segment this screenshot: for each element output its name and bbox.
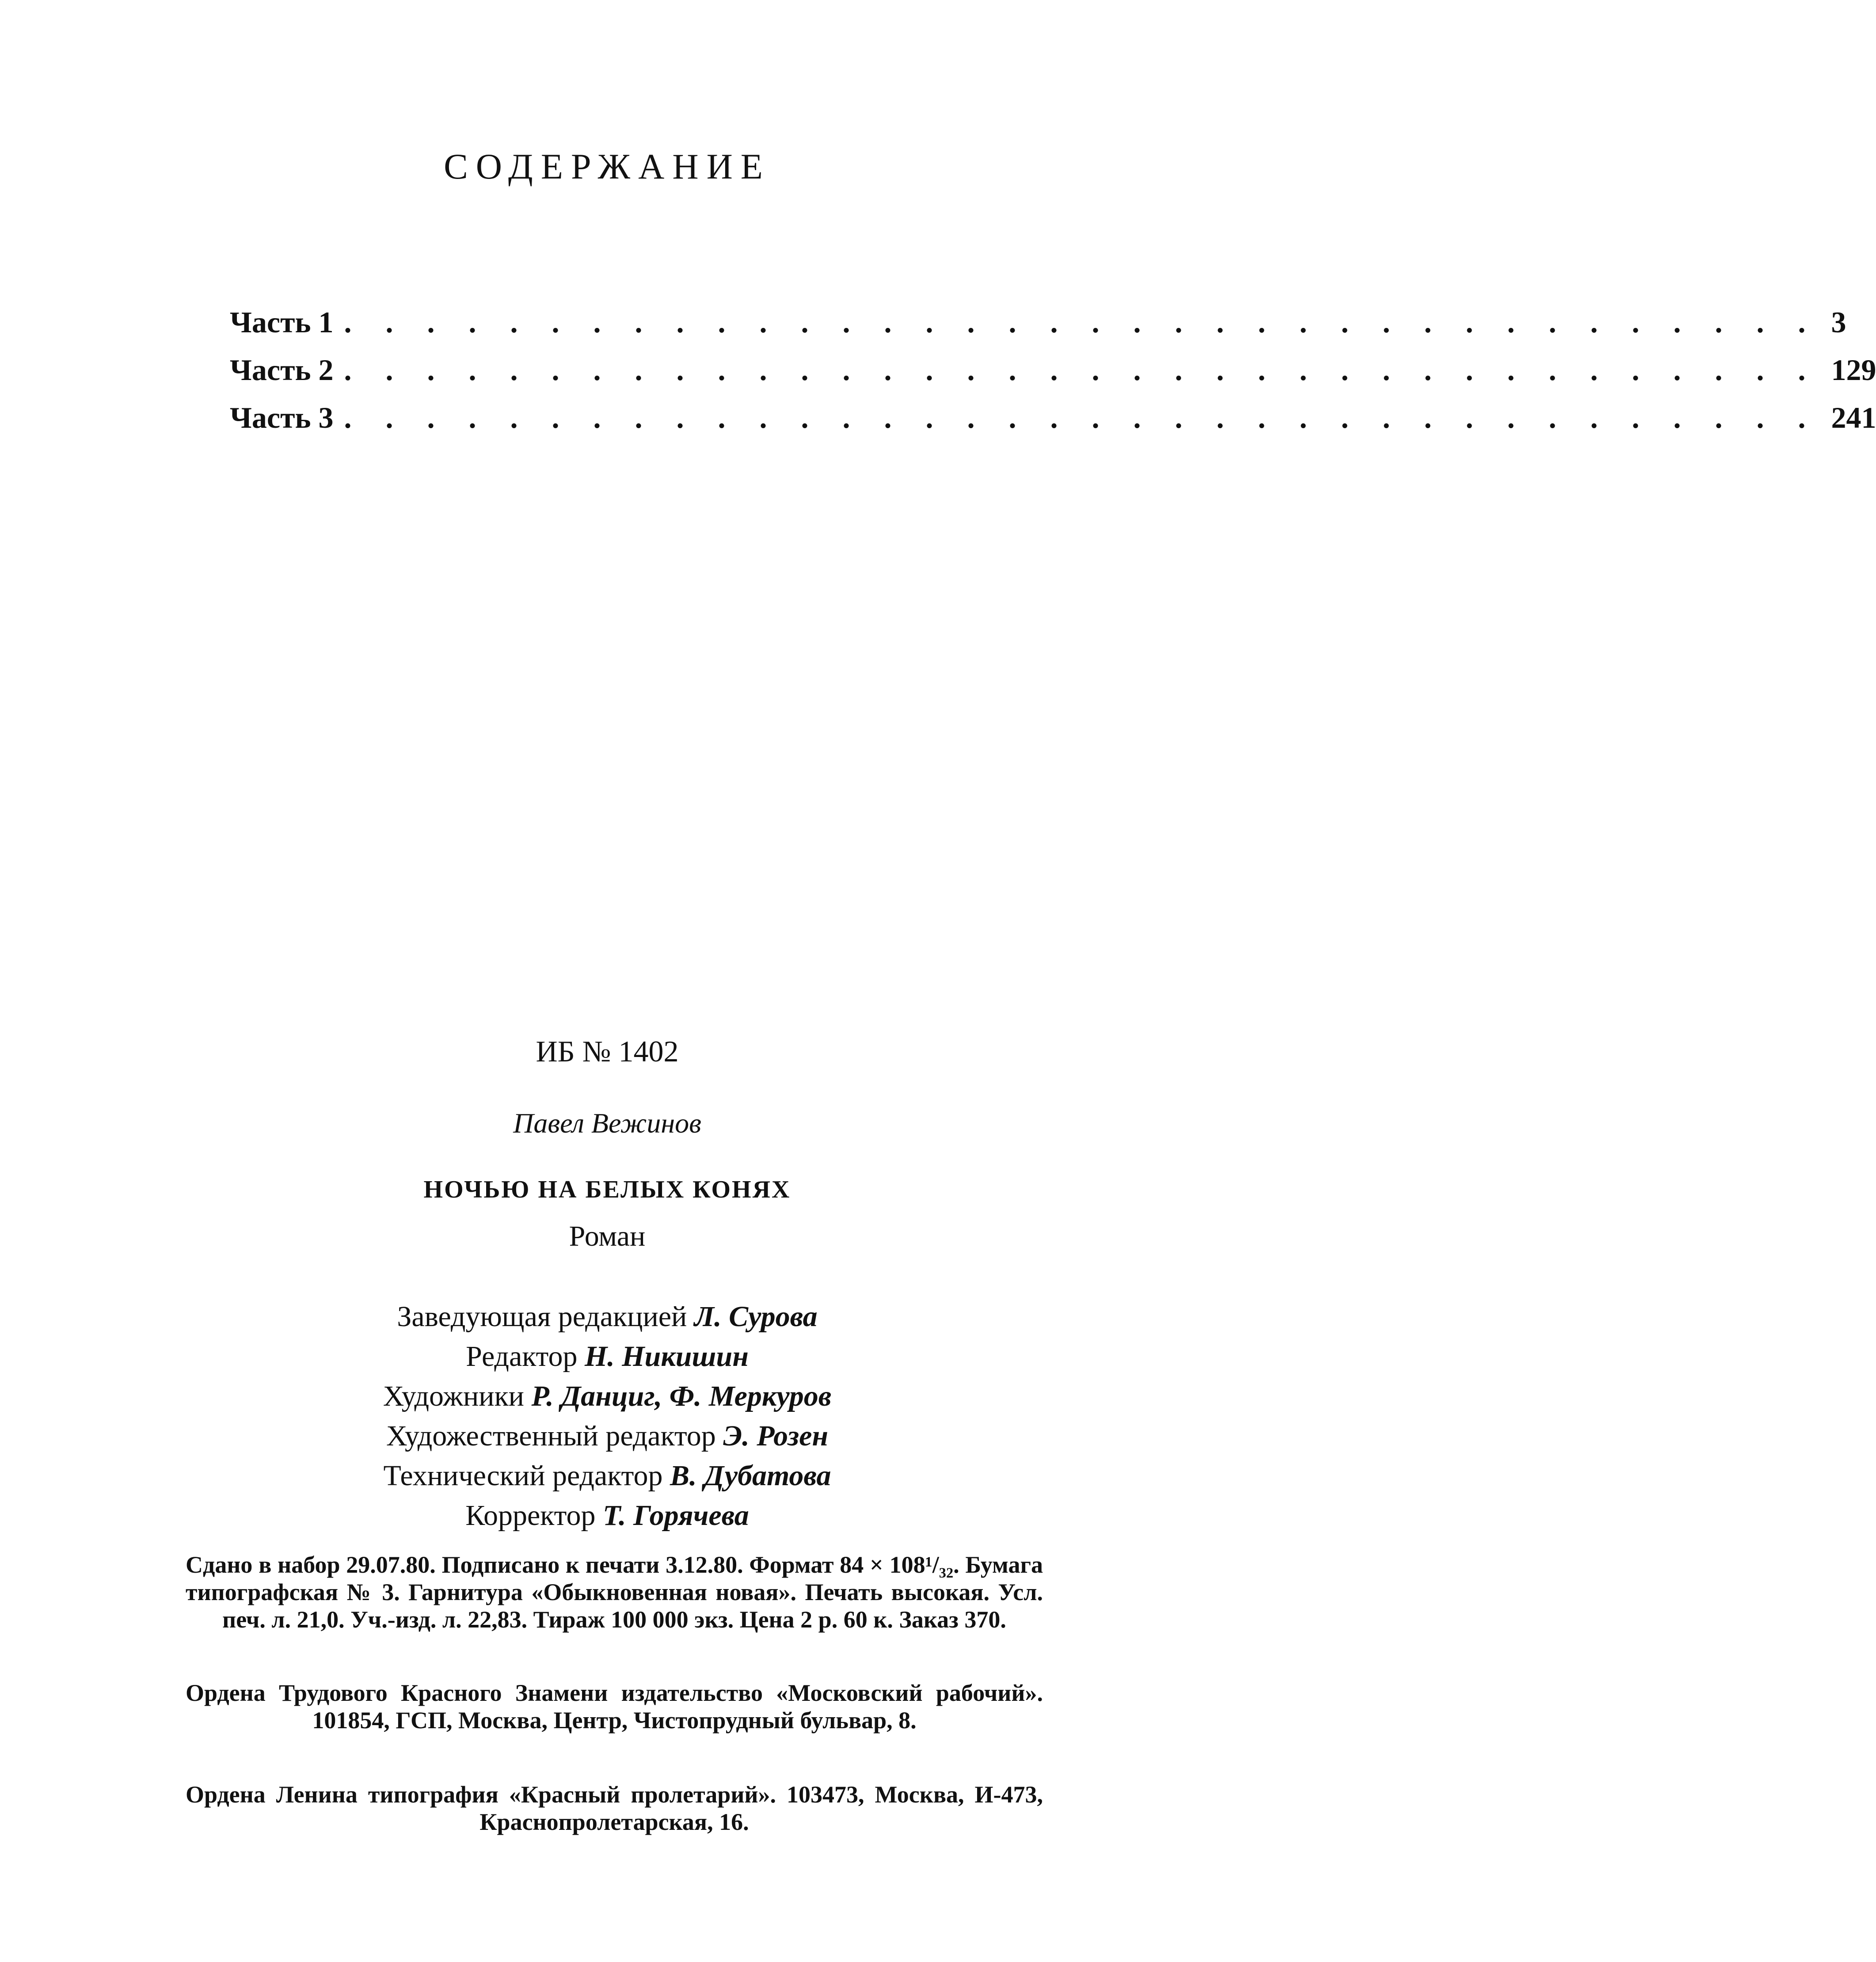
toc-entry-page: 241 xyxy=(1831,401,1876,434)
book-author: Павел Вежинов xyxy=(513,1107,701,1139)
table-of-contents xyxy=(230,305,1876,448)
book-genre: Роман xyxy=(569,1220,646,1252)
staff-name: В. Дубатова xyxy=(670,1460,831,1492)
toc-leader-dots: . . . . . . . . . . . . . . . . . . . . . . . . . . . . . . . . . . . . xyxy=(344,353,1819,387)
staff-name: Э. Розен xyxy=(723,1420,828,1452)
staff-line xyxy=(0,1416,1214,1456)
staff-role: Художественный редактор xyxy=(386,1420,716,1452)
staff-role: Редактор xyxy=(466,1340,578,1373)
toc-entry-label: Часть 1 xyxy=(230,305,334,339)
staff-name: Т. Горячева xyxy=(602,1499,749,1532)
publisher-info: Ордена Трудового Красного Знамени издательство «Московский рабочий». 101854, ГСП, Москва, Центр, Чистопрудный бульвар, 8. xyxy=(186,1680,1043,1734)
toc-leader-dots: . . . . . . . . . . . . . . . . . . . . . . . . . . . . . . . . . . . . xyxy=(344,305,1819,339)
toc-entry-label: Часть 3 xyxy=(230,401,334,434)
print-details: Сдано в набор 29.07.80. Подписано к печати 3.12.80. Формат 84 × 108¹/₃₂. Бумага типографская № 3. Гарнитура «Обыкновенная новая». Печать высокая. Усл. печ. л. 21,0. Уч.-изд. л. 22,83. Тираж 100 000 экз. Цена 2 р. 60 к. Заказ 370. xyxy=(186,1551,1043,1633)
staff-line xyxy=(0,1337,1214,1376)
staff-name: Р. Данциг, Ф. Меркуров xyxy=(531,1380,832,1412)
staff-line xyxy=(0,1297,1214,1337)
staff-role: Корректор xyxy=(465,1499,596,1532)
toc-entry-part-3[interactable] xyxy=(230,400,1876,448)
toc-entry-part-1[interactable] xyxy=(230,305,1846,353)
staff-line xyxy=(0,1376,1214,1416)
staff-role: Заведующая редакцией xyxy=(397,1300,687,1333)
ib-number: ИБ № 1402 xyxy=(536,1034,679,1068)
printer-info: Ордена Ленина типография «Красный пролетарий». 103473, Москва, И-473, Краснопролетарская, 16. xyxy=(186,1781,1043,1835)
contents-heading: СОДЕРЖАНИЕ xyxy=(444,146,771,186)
book-title: НОЧЬЮ НА БЕЛЫХ КОНЯХ xyxy=(423,1176,791,1203)
staff-role: Технический редактор xyxy=(383,1460,663,1492)
staff-line xyxy=(0,1456,1214,1496)
toc-entry-page: 129 xyxy=(1831,353,1876,387)
staff-name: Н. Никишин xyxy=(584,1340,749,1373)
toc-entry-label: Часть 2 xyxy=(230,353,334,387)
staff-role: Художники xyxy=(383,1380,525,1412)
toc-leader-dots: . . . . . . . . . . . . . . . . . . . . . . . . . . . . . . . . . . . . xyxy=(344,401,1819,434)
staff-name: Л. Сурова xyxy=(694,1300,818,1333)
staff-line xyxy=(0,1496,1214,1536)
editorial-staff-list xyxy=(0,1297,1214,1536)
toc-entry-part-2[interactable] xyxy=(230,353,1876,400)
toc-entry-page: 3 xyxy=(1831,305,1846,339)
